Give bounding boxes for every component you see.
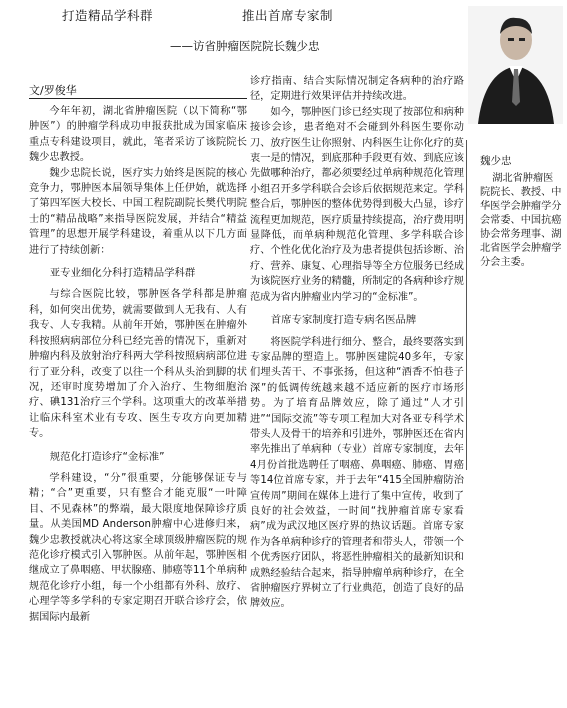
byline: 文/罗俊华: [29, 84, 77, 97]
section-heading: 规范化打造诊疗“金标准”: [49, 450, 165, 463]
paragraph: 将医院学科进行细分、整合，最终要落实到专家品牌的塑造上。鄂肿医建院40多年，专家们埋头苦干、不事张扬，但这种“酒香不怕巷子深”的低调传统越来越不适应新的医疗市场形势。为了培育品牌效应，除了通过“人才引进”“国际交流”等专项工程加大对各亚专科学术带头人及骨干的培养和引进外，鄂肿医还在省内率先推出了单病种（专业）首席专家制度，去年4月份首批选聘任了咽癌、鼻咽癌、肺癌、胃癌等14位首席专家，并于去年“415全国肿瘤防治宣传周”期间在媒体上进行了集中宣传，收到了良好的社会效益，一时间“找肿瘤首席专家看病”成为武汉地区医疗界的热议话题。首席专家作为各单病种诊疗的管理者和带头人，带领一个个优秀医疗团队，将恶性肿瘤相关的最新知识和成熟经验结合起来，指导肿瘤单病种诊疗，在全省肿瘤医疗界树立了行业典范，创造了良好的品牌效应。: [250, 336, 464, 610]
paragraph: 学科建设，“分”很重要，分能够保证专与精；“合”更重要，只有整合才能克服“一叶障目、不见森林”的弊端，最大限度地保障诊疗质量。从美国MD Anderson肿瘤中心进修归来，魏少忠教授就决心将这家全球顶级肿瘤医院的规范化诊疗模式引入鄂肿医。从前年起，鄂肿医相继成立了鼻咽癌、甲状腺癌、肺癌等11个单病种规范化诊疗小组，每一个小组都有外科、放疗、心理学等多学科的专家定期召开联合诊疗会，依据国际内最新: [29, 472, 247, 623]
section-heading: 亚专业细化分科打造精品学科群: [49, 267, 196, 280]
byline-rule: [29, 98, 247, 99]
section-heading: 首席专家制度打造专病名医品牌: [270, 314, 417, 327]
paragraph: 今年年初，湖北省肿瘤医院（以下简称“鄂肿医”）的肿瘤学科成功申报获批成为国家临床重点专科建设项目，就此，笔者采访了该院院长魏少忠教授。: [29, 106, 247, 164]
article-column-2: [250, 74, 464, 612]
paragraph: 魏少忠院长说，医疗实力始终是医院的核心竞争力，鄂肿医本届领导集体上任伊始，就选择了第四军医大校长、中国工程院副院长樊代明院士的“精品战略”来指导医院发展，并结合“精益管理”的思想开展学科建设，着重从以下几方面进行了持续创新：: [29, 167, 247, 256]
sidebar-divider: [466, 140, 467, 470]
portrait-image: [468, 6, 563, 124]
headline-left: 打造精品学科群: [62, 8, 154, 23]
article-column-1: [29, 104, 247, 625]
subheadline: ——访省肿瘤医院院长魏少忠: [170, 39, 320, 53]
paragraph: 诊疗指南、结合实际情况制定各病种的治疗路径，定期进行效果评估并持续改进。: [250, 76, 464, 103]
sidebar-name: 魏少忠: [480, 155, 512, 167]
paragraph: 如今，鄂肿医门诊已经实现了按部位和病种接诊会诊，患者绝对不会碰到外科医生要你动刀、放疗医生让你照射、内科医生让你化疗的莫衷一是的情况，到底那种手段更有效、到底应该先做哪种治疗，都必须要经过单病种规范化管理小组召开多学科联合会诊后依据规范来定。学科整合后，鄂肿医的整体优势得到极大凸显，诊疗流程更加规范，医疗质量持续提高，治疗费用明显降低，而单病种规范化管理、多学科联合诊疗、个性化优化治疗及为患者提供包括诊断、治疗、营养、康复、心理指导等全方位服务已经成为该院医疗业务的精髓，所制定的各病种诊疗规范成为省内肿瘤业内学习的“金标准”。: [250, 106, 464, 303]
headline-right: 推出首席专家制: [242, 8, 334, 23]
paragraph: 与综合医院比较，鄂肿医各学科都是肿瘤科，如何突出优势，就需要做到人无我有、人有我专、人专我精。从前年开始，鄂肿医在肿瘤外科按照病病部位分科已经完善的情况下，重新对肿瘤内科及放射治疗科两大学科按照病病部位进行了亚分科，改变了以往一个科从头治到脚的状况，还审时度势增加了介入治疗、生物细胞治疗、碘131治疗三个学科。这项重大的改革举措让临床科室术业有专攻、医生专攻方向更加精专。: [29, 289, 247, 440]
sidebar-bio: 湖北省肿瘤医院院长、教授、中华医学会肿瘤学分会常委、中国抗癌协会常务理事、湖北省医学会肿瘤学分会主委。: [480, 173, 562, 268]
portrait-photo: [468, 6, 563, 124]
